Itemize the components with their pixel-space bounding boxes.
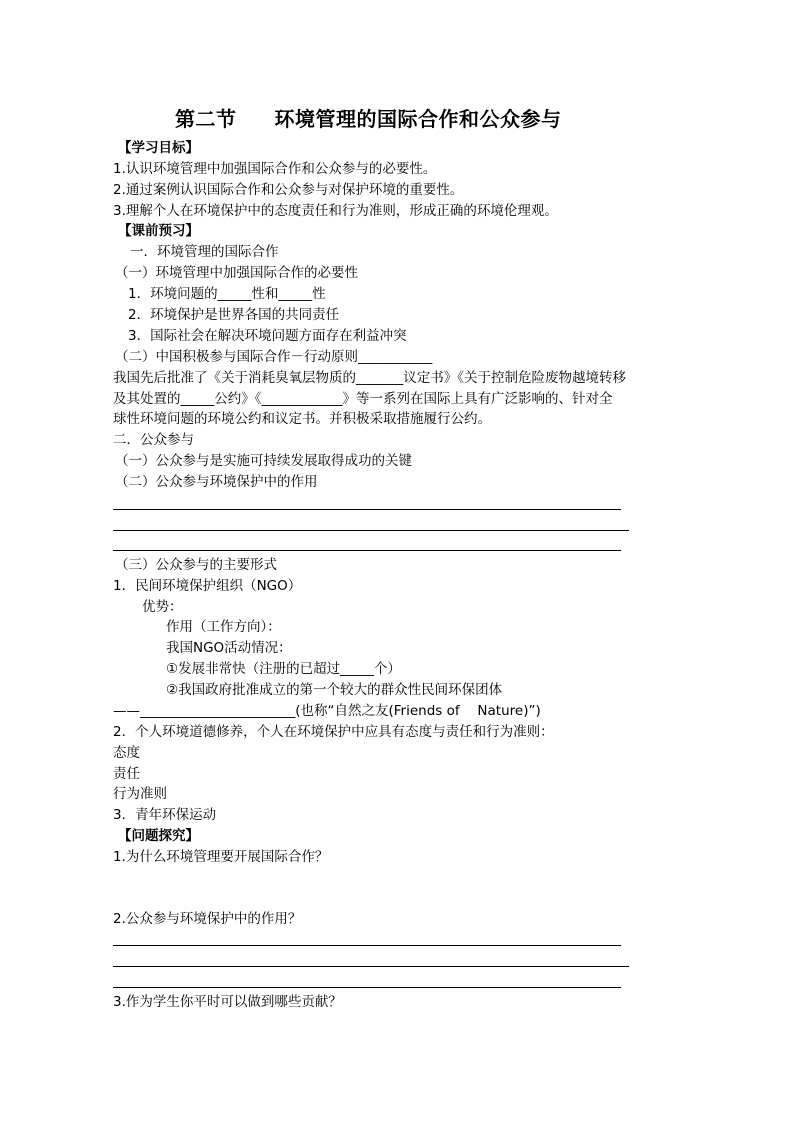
preview-line: 行为准则 [113,786,167,802]
inquiry-heading: 【问题探究】 [118,828,199,844]
answer-line[interactable] [113,987,621,988]
preview-line: 一．环境管理的国际合作 [130,244,279,260]
preview-line: 3．国际社会在解决环境问题方面存在利益冲突 [128,328,407,344]
answer-line[interactable] [113,945,621,946]
preview-line: ——_______________________(也称“自然之友(Friends of Nature)”) [113,703,541,719]
preview-line: （二）公众参与环境保护中的作用 [115,474,318,490]
preview-line: 作用（工作方向）： [166,619,281,635]
preview-line: 优势： [142,599,183,615]
preview-line: 球性环境问题的环境公约和议定书。并积极采取措施履行公约。 [113,411,491,427]
preview-line: 1．民间环境保护组织（NGO） [113,578,302,594]
preview-line: （二）中国积极参与国际合作－行动原则___________ [115,349,433,365]
answer-line[interactable] [113,530,629,531]
preview-line: 责任 [113,766,140,782]
preview-line: 及其处置的_____公约》《____________》等一系列在国际上具有广泛影响的、针对全 [113,391,613,407]
inquiry-question: 2.公众参与环境保护中的作用？ [113,911,302,927]
answer-line[interactable] [113,550,621,551]
preview-line: （一）公众参与是实施可持续发展取得成功的关键 [115,453,412,469]
section-title: 环境管理的国际合作和公众参与 [274,107,562,131]
answer-line[interactable] [113,966,629,967]
preview-line: ②我国政府批准成立的第一个较大的群众性民间环保团体 [166,682,503,698]
preview-line: 2．个人环境道德修养，个人在环境保护中应具有态度与责任和行为准则： [113,724,554,740]
preview-heading: 【课前预习】 [118,223,199,239]
goal-item: 1.认识环境管理中加强国际合作和公众参与的必要性。 [113,161,437,177]
preview-line: 态度 [113,745,140,761]
inquiry-question: 1.为什么环境管理要开展国际合作？ [113,849,329,865]
goal-item: 2.通过案例认识国际合作和公众参与对保护环境的重要性。 [113,182,464,198]
preview-line: （一）环境管理中加强国际合作的必要性 [115,265,358,281]
preview-line: 我国NGO活动情况： [166,640,292,656]
preview-line: 我国先后批准了《关于消耗臭氧层物质的_______议定书》《关于控制危险废物越境转移 [113,370,626,386]
goal-item: 3.理解个人在环境保护中的态度责任和行为准则，形成正确的环境伦理观。 [113,203,558,219]
section-number: 第二节 [175,107,237,131]
preview-line: ①发展非常快（注册的已超过_____个） [166,661,401,677]
preview-line: 二．公众参与 [113,432,194,448]
goals-heading: 【学习目标】 [118,140,199,156]
page-title [175,103,562,132]
inquiry-question: 3.作为学生你平时可以做到哪些贡献？ [113,994,342,1010]
preview-line: （三）公众参与的主要形式 [115,557,277,573]
preview-line: 1．环境问题的_____性和_____性 [128,286,326,302]
preview-line: 2．环境保护是世界各国的共同责任 [128,307,340,323]
preview-line: 3．青年环保运动 [113,807,217,823]
answer-line[interactable] [113,509,621,510]
